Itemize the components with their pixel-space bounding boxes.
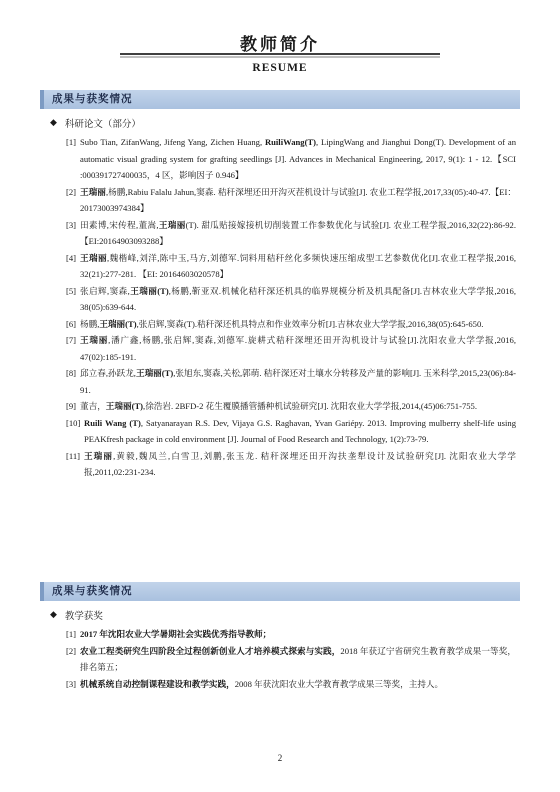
- award-number: [3]: [66, 678, 77, 689]
- paper-reference: [66, 398, 516, 415]
- award-text: [80, 626, 516, 643]
- award-item: [66, 626, 516, 643]
- paper-reference: [66, 217, 516, 250]
- reference-authors: 杨鹏,: [80, 318, 100, 329]
- reference-authors: 张启辉,窦森,: [80, 285, 130, 296]
- reference-text: [84, 415, 516, 448]
- page-subtitle: RESUME: [252, 62, 308, 74]
- paper-reference: [66, 448, 516, 481]
- reference-highlight-author: 王瑞丽: [80, 186, 106, 197]
- reference-text: [80, 316, 516, 333]
- reference-highlight-author: 王瑞丽(T): [129, 285, 169, 296]
- reference-highlight-author: 王瑞丽(T): [99, 318, 137, 329]
- reference-number: [5]: [66, 285, 77, 296]
- award-number: [1]: [66, 629, 77, 639]
- title-rule: [0, 52, 560, 60]
- reference-details: , Satyanarayan R.S. Dev, Vijaya G.S. Raghavan, Yvan Gariépy. 2013. Improving mulberry shelf-life using PEAKfresh package in cold environment [J]. Journal of Food Research and Technology, 1(2):73-79.: [84, 417, 516, 444]
- reference-authors: 董吉，: [80, 401, 106, 411]
- reference-number: [8]: [66, 368, 77, 378]
- reference-text: [80, 184, 516, 217]
- reference-highlight-author: 王瑞丽: [80, 252, 108, 263]
- reference-number: [10]: [66, 417, 81, 428]
- diamond-bullet-icon: ◆: [50, 118, 57, 128]
- paper-list: [66, 134, 516, 481]
- reference-details: (T). 甜瓜贴接嫁接机切削装置工作参数优化与试验[J]. 农业工程学报,2016,32(22):86-92.【EI:20164903093288】: [80, 219, 516, 246]
- reference-text: [80, 250, 516, 283]
- reference-text: [80, 134, 516, 184]
- reference-number: [2]: [66, 186, 77, 197]
- reference-highlight-author: 王瑞丽: [158, 219, 186, 230]
- award-text: [80, 676, 516, 693]
- reference-authors: Subo Tian, ZifanWang, Jifeng Yang, Zichen Huang,: [80, 137, 265, 147]
- reference-text: [80, 283, 516, 316]
- reference-text: [80, 365, 516, 398]
- award-details: 2018 年获辽宁省研究生教育教学成果一等奖，排名第五；: [80, 645, 516, 672]
- paper-reference: [66, 134, 516, 184]
- paper-reference: [66, 415, 516, 448]
- reference-number: [3]: [66, 219, 77, 230]
- reference-details: ,黄毅,魏凤兰,白雪卫,刘鹏,张玉龙. 秸秆深埋还田开沟扶垄犁设计及试验研究[J]. 沈阳农业大学学报,2011,02:231-234.: [84, 450, 516, 477]
- reference-details: ,杨鹏,靳亚双.机械化秸秆深还机具的临界规模分析及机具配备[J].吉林农业大学学报,2016, 38(05):639-644.: [80, 285, 516, 312]
- reference-number: [7]: [66, 335, 77, 345]
- reference-highlight-author: 王瑞丽(T): [105, 401, 144, 411]
- award-details: 2008 年获沈阳农业大学教育教学成果三等奖，主持人。: [234, 678, 444, 689]
- reference-details: ,张旭东,窦森,关松,郭萌. 秸秆深还对土壤水分转移及产量的影响[J]. 玉米科学,2015,23(06):84-91.: [80, 368, 516, 395]
- award-title: 农业工程类研究生四阶段全过程创新创业人才培养模式探索与实践，: [80, 645, 341, 656]
- awards-heading: [50, 608, 103, 622]
- reference-highlight-author: 王瑞丽(T): [135, 368, 174, 378]
- reference-highlight-author: 王瑞丽: [84, 450, 114, 461]
- award-list: [66, 626, 516, 692]
- award-text: [80, 643, 516, 676]
- section-header-awards: 成果与获奖情况: [40, 582, 520, 601]
- reference-number: [9]: [66, 401, 77, 411]
- papers-heading-label: 科研论文（部分）: [64, 119, 141, 130]
- award-item: [66, 643, 516, 676]
- papers-heading: [50, 116, 141, 130]
- page-title: 教师简介: [240, 35, 320, 55]
- reference-highlight-author: Ruili Wang (T): [84, 417, 141, 428]
- reference-details: ,徐浩岩. 2BFD-2 花生覆膜播管播种机试验研究[J]. 沈阳农业大学学报,2014,(45)06:751-755.: [143, 401, 478, 411]
- award-number: [2]: [66, 645, 77, 656]
- page-number: 2: [277, 753, 283, 763]
- section-header-achievements: 成果与获奖情况: [40, 90, 520, 109]
- diamond-bullet-icon: ◆: [50, 610, 57, 620]
- paper-reference: [66, 184, 516, 217]
- award-item: [66, 676, 516, 693]
- reference-number: [6]: [66, 318, 77, 329]
- reference-details: , LipingWang and Jianghui Dong(T). Development of an automatic visual grading system for grafting seedlings [J]. Advances in Mechanical Engineering, 2017, 9(1): 1 - 12.【SCI :000391727400035，4 区，影响因子 0.946】: [80, 137, 516, 180]
- reference-details: ,魏楷峰,刘洋,陈中玉,马方,刘德军.饲料用秸秆丝化多频快速压缩成型工艺参数优化[J].农业工程学报,2016, 32(21):277-281. 【EI: 20164603020578】: [80, 252, 516, 279]
- awards-heading-label: 教学获奖: [64, 611, 103, 622]
- reference-number: [4]: [66, 252, 77, 263]
- paper-reference: [66, 332, 516, 365]
- paper-reference: [66, 250, 516, 283]
- award-title: 2017 年沈阳农业大学暑期社会实践优秀指导教师；: [80, 629, 272, 639]
- paper-reference: [66, 365, 516, 398]
- reference-number: [1]: [66, 137, 77, 147]
- reference-authors: 邱立春,孙跃龙,: [80, 368, 136, 378]
- reference-details: ,杨鹏,Rabiu Falalu Jahun,窦森. 秸秆深埋还田开沟灭茬机设计与试验[J]. 农业工程学报,2017,33(05):40-47.【EI：20173003974384】: [80, 186, 516, 213]
- reference-text: [80, 398, 516, 415]
- paper-reference: [66, 283, 516, 316]
- reference-authors: 田素博,宋传程,董嵩,: [80, 219, 159, 230]
- reference-highlight-author: RuiliWang(T): [264, 137, 317, 147]
- reference-details: ,张启辉,窦森(T).秸秆深还机具特点和作业效率分析[J].吉林农业大学学报,2016,38(05):645-650.: [136, 318, 484, 329]
- paper-reference: [66, 316, 516, 333]
- award-title: 机械系统自动控制课程建设和教学实践，: [80, 678, 235, 689]
- reference-text: [80, 217, 516, 250]
- reference-text: [80, 332, 516, 365]
- reference-highlight-author: 王瑞丽: [80, 335, 109, 345]
- reference-number: [11]: [66, 450, 80, 461]
- reference-text: [84, 448, 516, 481]
- reference-details: ,潘广鑫,杨鹏,张启辉,窦森,刘德军.旋耕式秸秆深埋还田开沟机设计与试验[J].沈阳农业大学学报,2016, 47(02):185-191.: [80, 335, 516, 362]
